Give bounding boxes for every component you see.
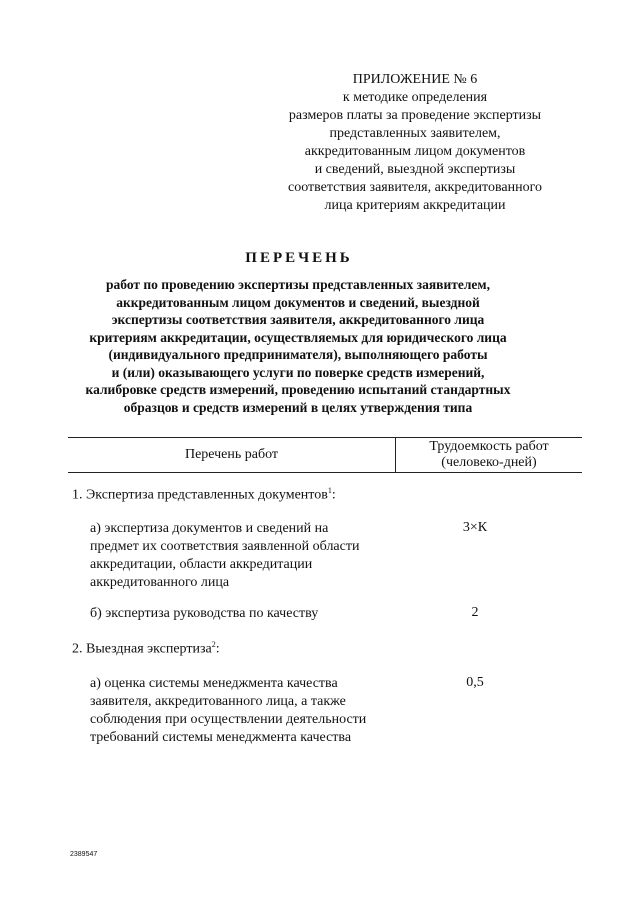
list-item: [90, 675, 390, 747]
item-line: требований системы менеджмента качества: [90, 730, 352, 745]
document-number: 2389547: [70, 851, 98, 858]
table-header: [68, 437, 582, 473]
document-heading: ПЕРЕЧЕНЬ: [245, 250, 353, 266]
appendix-title: ПРИЛОЖЕНИЕ № 6: [352, 72, 478, 87]
item-value: 3×К: [462, 520, 488, 535]
item-line: б) экспертиза руководства по качеству: [90, 606, 319, 621]
subtitle-line: (индивидуального предпринимателя), выполняющего работы: [108, 347, 488, 362]
column-header-labor: [396, 439, 582, 471]
appendix-line: аккредитованным лицом документов: [304, 144, 526, 159]
document-subtitle: [80, 276, 516, 416]
appendix-line: к методике определения: [342, 90, 488, 105]
section-title-text: 1. Экспертиза представленных документов: [72, 487, 328, 503]
section-title-documents: [72, 486, 336, 504]
appendix-line: представленных заявителем,: [329, 126, 501, 141]
column-header-labor-line1: Трудоемкость работ: [429, 439, 549, 454]
appendix-line: и сведений, выездной экспертизы: [314, 162, 516, 177]
subtitle-line: экспертизы соответствия заявителя, аккредитованного лица: [111, 312, 485, 327]
item-line: а) экспертиза документов и сведений на: [90, 521, 329, 536]
section-title-onsite: [72, 640, 220, 658]
subtitle-line: критериям аккредитации, осуществляемых для юридического лица: [89, 329, 507, 345]
subtitle-line: аккредитованным лицом документов и сведений, выездной: [116, 294, 480, 310]
subtitle-line: работ по проведению экспертизы представленных заявителем,: [106, 277, 490, 292]
appendix-line: размеров платы за проведение экспертизы: [288, 108, 542, 123]
list-item: [90, 520, 390, 592]
item-value: 2: [471, 605, 479, 620]
item-line: предмет их соответствия заявленной области: [90, 539, 360, 554]
section-title-suffix: :: [215, 641, 220, 657]
item-line: заявителя, аккредитованного лица, а также: [90, 694, 346, 709]
footnote-marker: 2: [211, 640, 216, 649]
column-header-labor-line2: (человеко-дней): [441, 455, 537, 470]
appendix-line: соответствия заявителя, аккредитованного: [287, 180, 542, 195]
item-line: а) оценка системы менеджмента качества: [90, 676, 338, 691]
section-title-suffix: :: [331, 487, 336, 503]
column-header-works: Перечень работ: [184, 447, 279, 462]
list-item: [90, 605, 390, 623]
item-line: аккредитованного лица: [90, 575, 230, 590]
item-line: соблюдения при осуществлении деятельности: [90, 712, 367, 727]
footnote-marker: 1: [327, 486, 332, 495]
item-value: 0,5: [466, 675, 484, 690]
item-line: аккредитации, области аккредитации: [90, 557, 313, 572]
appendix-header: [265, 71, 565, 215]
subtitle-line: и (или) оказывающего услуги по поверке средств измерений,: [111, 364, 485, 380]
subtitle-line: образцов и средств измерений в целях утверждения типа: [123, 399, 473, 415]
appendix-line: лица критериям аккредитации: [324, 198, 506, 213]
subtitle-line: калибровке средств измерений, проведению испытаний стандартных: [85, 382, 511, 397]
section-title-text: 2. Выездная экспертиза: [72, 641, 212, 657]
